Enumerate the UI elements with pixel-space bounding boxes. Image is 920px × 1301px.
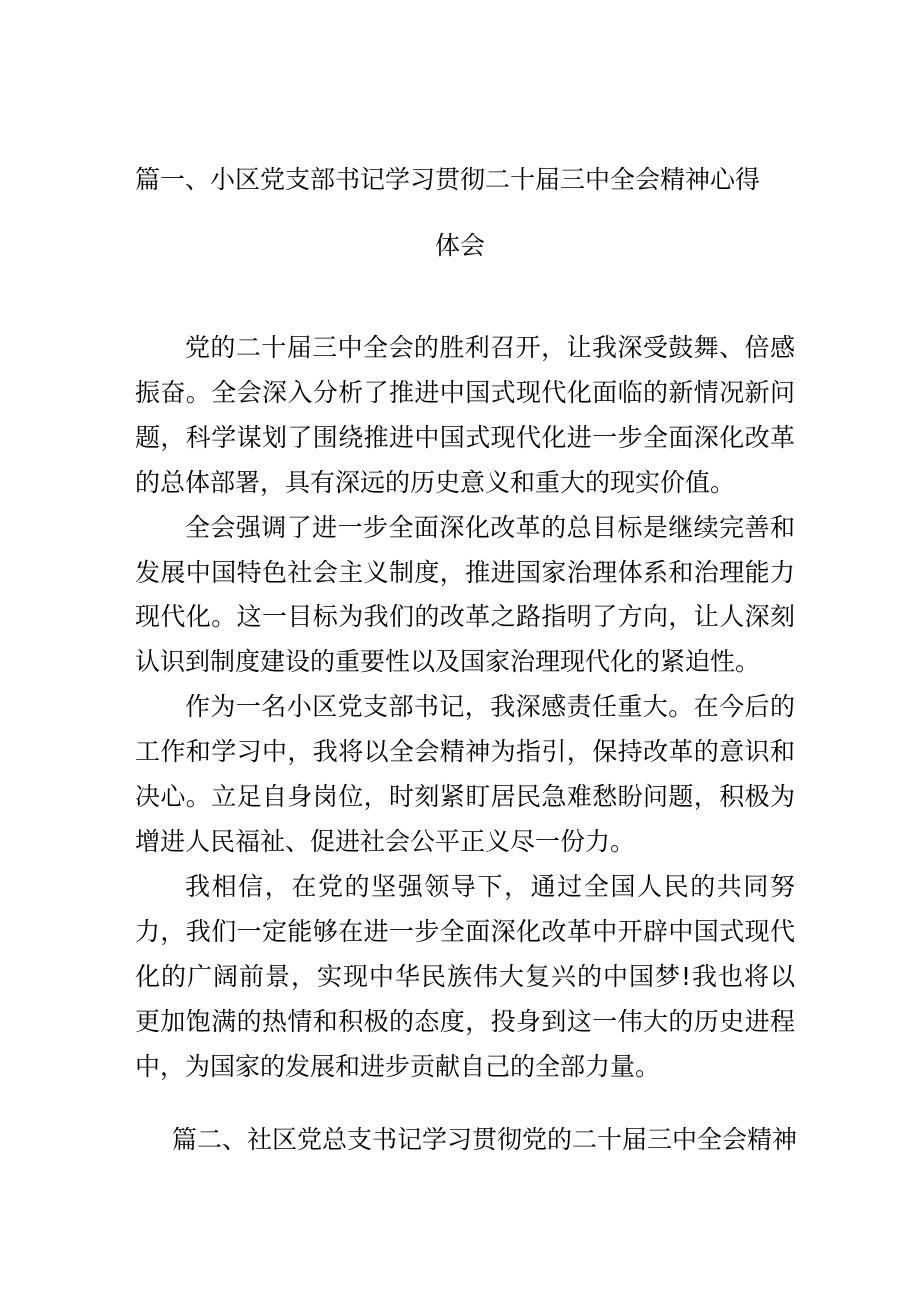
paragraph-4: 我相信，在党的坚强领导下，通过全国人民的共同努力，我们一定能够在进一步全面深化改革中开辟中国式现代化的广阔前景，实现中华民族伟大复兴的中国梦!我也将以更加饱满的热情和积极的态度，投身到这一伟大的历史进程中，为国家的发展和进步贡献自己的全部力量。 bbox=[135, 871, 795, 1081]
paragraph-1: 党的二十届三中全会的胜利召开，让我深受鼓舞、倍感振奋。全会深入分析了推进中国式现代化面临的新情况新问题，科学谋划了围绕推进中国式现代化进一步全面深化改革的总体部署，具有深远的历史意义和重大的现实价值。 bbox=[135, 333, 795, 497]
section1-body bbox=[135, 326, 795, 1089]
section1-title-line1: 篇一、小区党支部书记学习贯彻二十届三中全会精神心得 bbox=[135, 165, 761, 194]
paragraph-3: 作为一名小区党支部书记，我深感责任重大。在今后的工作和学习中，我将以全会精神为指引，保持改革的意识和决心。立足自身岗位，时刻紧盯居民急难愁盼问题，积极为增进人民福祉、促进社会公平正义尽一份力。 bbox=[135, 692, 795, 856]
section1-title-line2: 体会 bbox=[434, 231, 485, 260]
paragraph-2: 全会强调了进一步全面深化改革的总目标是继续完善和发展中国特色社会主义制度，推进国家治理体系和治理能力现代化。这一目标为我们的改革之路指明了方向，让人深刻认识到制度建设的重要性以及国家治理现代化的紧迫性。 bbox=[135, 512, 795, 677]
section2-title-line1: 篇二、社区党总支书记学习贯彻党的二十届三中全会精神 bbox=[172, 1125, 798, 1154]
